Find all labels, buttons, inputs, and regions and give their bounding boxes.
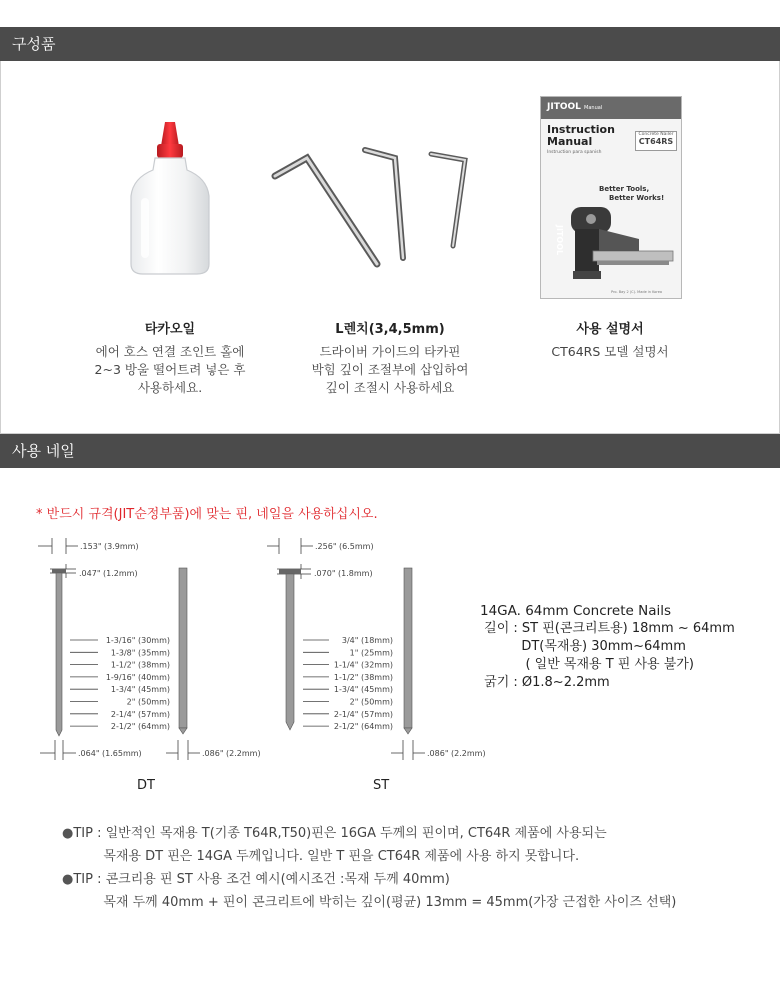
dt-length-label: 1-3/16" (30mm) — [105, 636, 170, 645]
st-length-label: 3/4" (18mm) — [341, 636, 393, 645]
components-section-title: 구성품 — [0, 27, 780, 61]
manual-title-line2: Manual — [547, 135, 593, 148]
dt-length-label: 2" (50mm) — [126, 697, 170, 707]
st-head-thick: .070" (1.8mm) — [314, 569, 373, 578]
spec-line: 굵기 : Ø1.8~2.2mm — [480, 675, 610, 690]
manual-slogan-line2: Better Works! — [609, 194, 665, 202]
dt-label: DT — [137, 778, 155, 793]
st-length-label: 1-3/4" (45mm) — [333, 685, 393, 695]
tip-row — [62, 891, 676, 914]
st-length-label: 2-1/4" (57mm) — [333, 709, 393, 719]
nails-section-title: 사용 네일 — [0, 434, 780, 468]
tip-text: TIP : 일반적인 목재용 T(기종 T64R,T50)핀은 16GA 두께의 핀이며, CT64R 제품에 사용되는 — [73, 826, 607, 841]
tip-bullet: ● — [62, 826, 74, 841]
component-desc: 드라이버 가이드의 타카핀 박힘 깊이 조절부에 삽입하여 깊이 조절시 사용하세요 — [311, 344, 469, 395]
nailer-illustration — [553, 199, 677, 283]
tip-text: 목재용 DT 핀은 14GA 두께입니다. 일반 T 핀을 CT64R 제품에 사용 하지 못합니다. — [62, 849, 580, 864]
spec-line: 길이 : ST 핀(콘크리트용) 18mm ~ 64mm — [480, 621, 735, 636]
manual-side-text: JITOOL — [555, 225, 564, 256]
st-length-label: 2-1/2" (64mm) — [333, 722, 393, 732]
st-length-label: 2" (50mm) — [349, 697, 393, 707]
st-side: .086" (2.2mm) — [427, 749, 486, 758]
component-desc: 에어 호스 연결 조인트 홀에 2~3 방울 떨어트려 넣은 후 사용하세요. — [94, 344, 246, 395]
tip-row — [62, 868, 676, 891]
tip-bullet: ● — [62, 872, 74, 887]
component-wrench — [280, 318, 500, 397]
manual-brand: JITOOL — [547, 102, 581, 112]
oil-bottle-image — [125, 118, 215, 278]
dt-length-label: 1-1/2" (38mm) — [110, 660, 170, 670]
st-length-label: 1" (25mm) — [349, 648, 393, 658]
component-name: 사용 설명서 — [576, 322, 644, 337]
component-name: L렌치(3,4,5mm) — [335, 322, 445, 337]
dt-head-width: .153" (3.9mm) — [80, 542, 139, 551]
st-label: ST — [373, 778, 390, 793]
dt-length-label: 2-1/4" (57mm) — [110, 709, 170, 719]
dt-length-label: 1-9/16" (40mm) — [105, 672, 170, 682]
dt-shank: .064" (1.65mm) — [78, 749, 142, 758]
manual-model-label: Concrete Nailer — [638, 132, 674, 137]
dt-length-label: 1-3/8" (35mm) — [110, 648, 170, 658]
spec-line: 14GA. 64mm Concrete Nails — [480, 603, 672, 619]
l-wrench-image — [265, 140, 485, 270]
dt-length-label: 2-1/2" (64mm) — [110, 722, 170, 732]
nail-spec — [480, 602, 735, 692]
st-length-label: 1-1/2" (38mm) — [333, 672, 393, 682]
dt-nail-diagram — [30, 532, 280, 767]
manual-image — [540, 96, 682, 299]
tips — [62, 822, 676, 914]
dt-head-thick: .047" (1.2mm) — [79, 569, 138, 578]
tip-text: TIP : 콘크리용 핀 ST 사용 조건 예시(예시조건 :목재 두께 40mm) — [73, 872, 450, 887]
manual-model: CT64RS — [638, 137, 674, 146]
spec-line: DT(목재용) 30mm~64mm — [480, 639, 686, 654]
spec-line: ( 일반 목재용 T 핀 사용 불가) — [480, 657, 694, 672]
manual-subtitle: Instruction para spanish — [547, 150, 602, 155]
component-desc: CT64RS 모델 설명서 — [551, 344, 669, 359]
manual-footer: Pro. Bay 2 (C). Made in Korea — [611, 290, 663, 294]
tip-row — [62, 845, 676, 868]
st-nail-diagram — [265, 532, 505, 767]
manual-title-line1: Instruction — [547, 123, 615, 136]
dt-length-label: 1-3/4" (45mm) — [110, 685, 170, 695]
component-oil — [60, 318, 280, 397]
st-length-label: 1-1/4" (32mm) — [333, 660, 393, 670]
tip-row — [62, 822, 676, 845]
manual-slogan-line1: Better Tools, — [599, 185, 650, 193]
warning-text: * 반드시 규격(JIT순정부품)에 맞는 핀, 네일을 사용하십시오. — [36, 507, 378, 522]
tip-text: 목재 두께 40mm + 핀이 콘크리트에 박히는 깊이(평균) 13mm = 45mm(가장 근접한 사이즈 선택) — [62, 895, 677, 910]
manual-brand-sub: Manual — [584, 105, 603, 111]
component-manual — [500, 318, 720, 361]
st-head-width: .256" (6.5mm) — [315, 542, 374, 551]
dt-side: .086" (2.2mm) — [202, 749, 261, 758]
component-name: 타카오일 — [144, 322, 196, 337]
